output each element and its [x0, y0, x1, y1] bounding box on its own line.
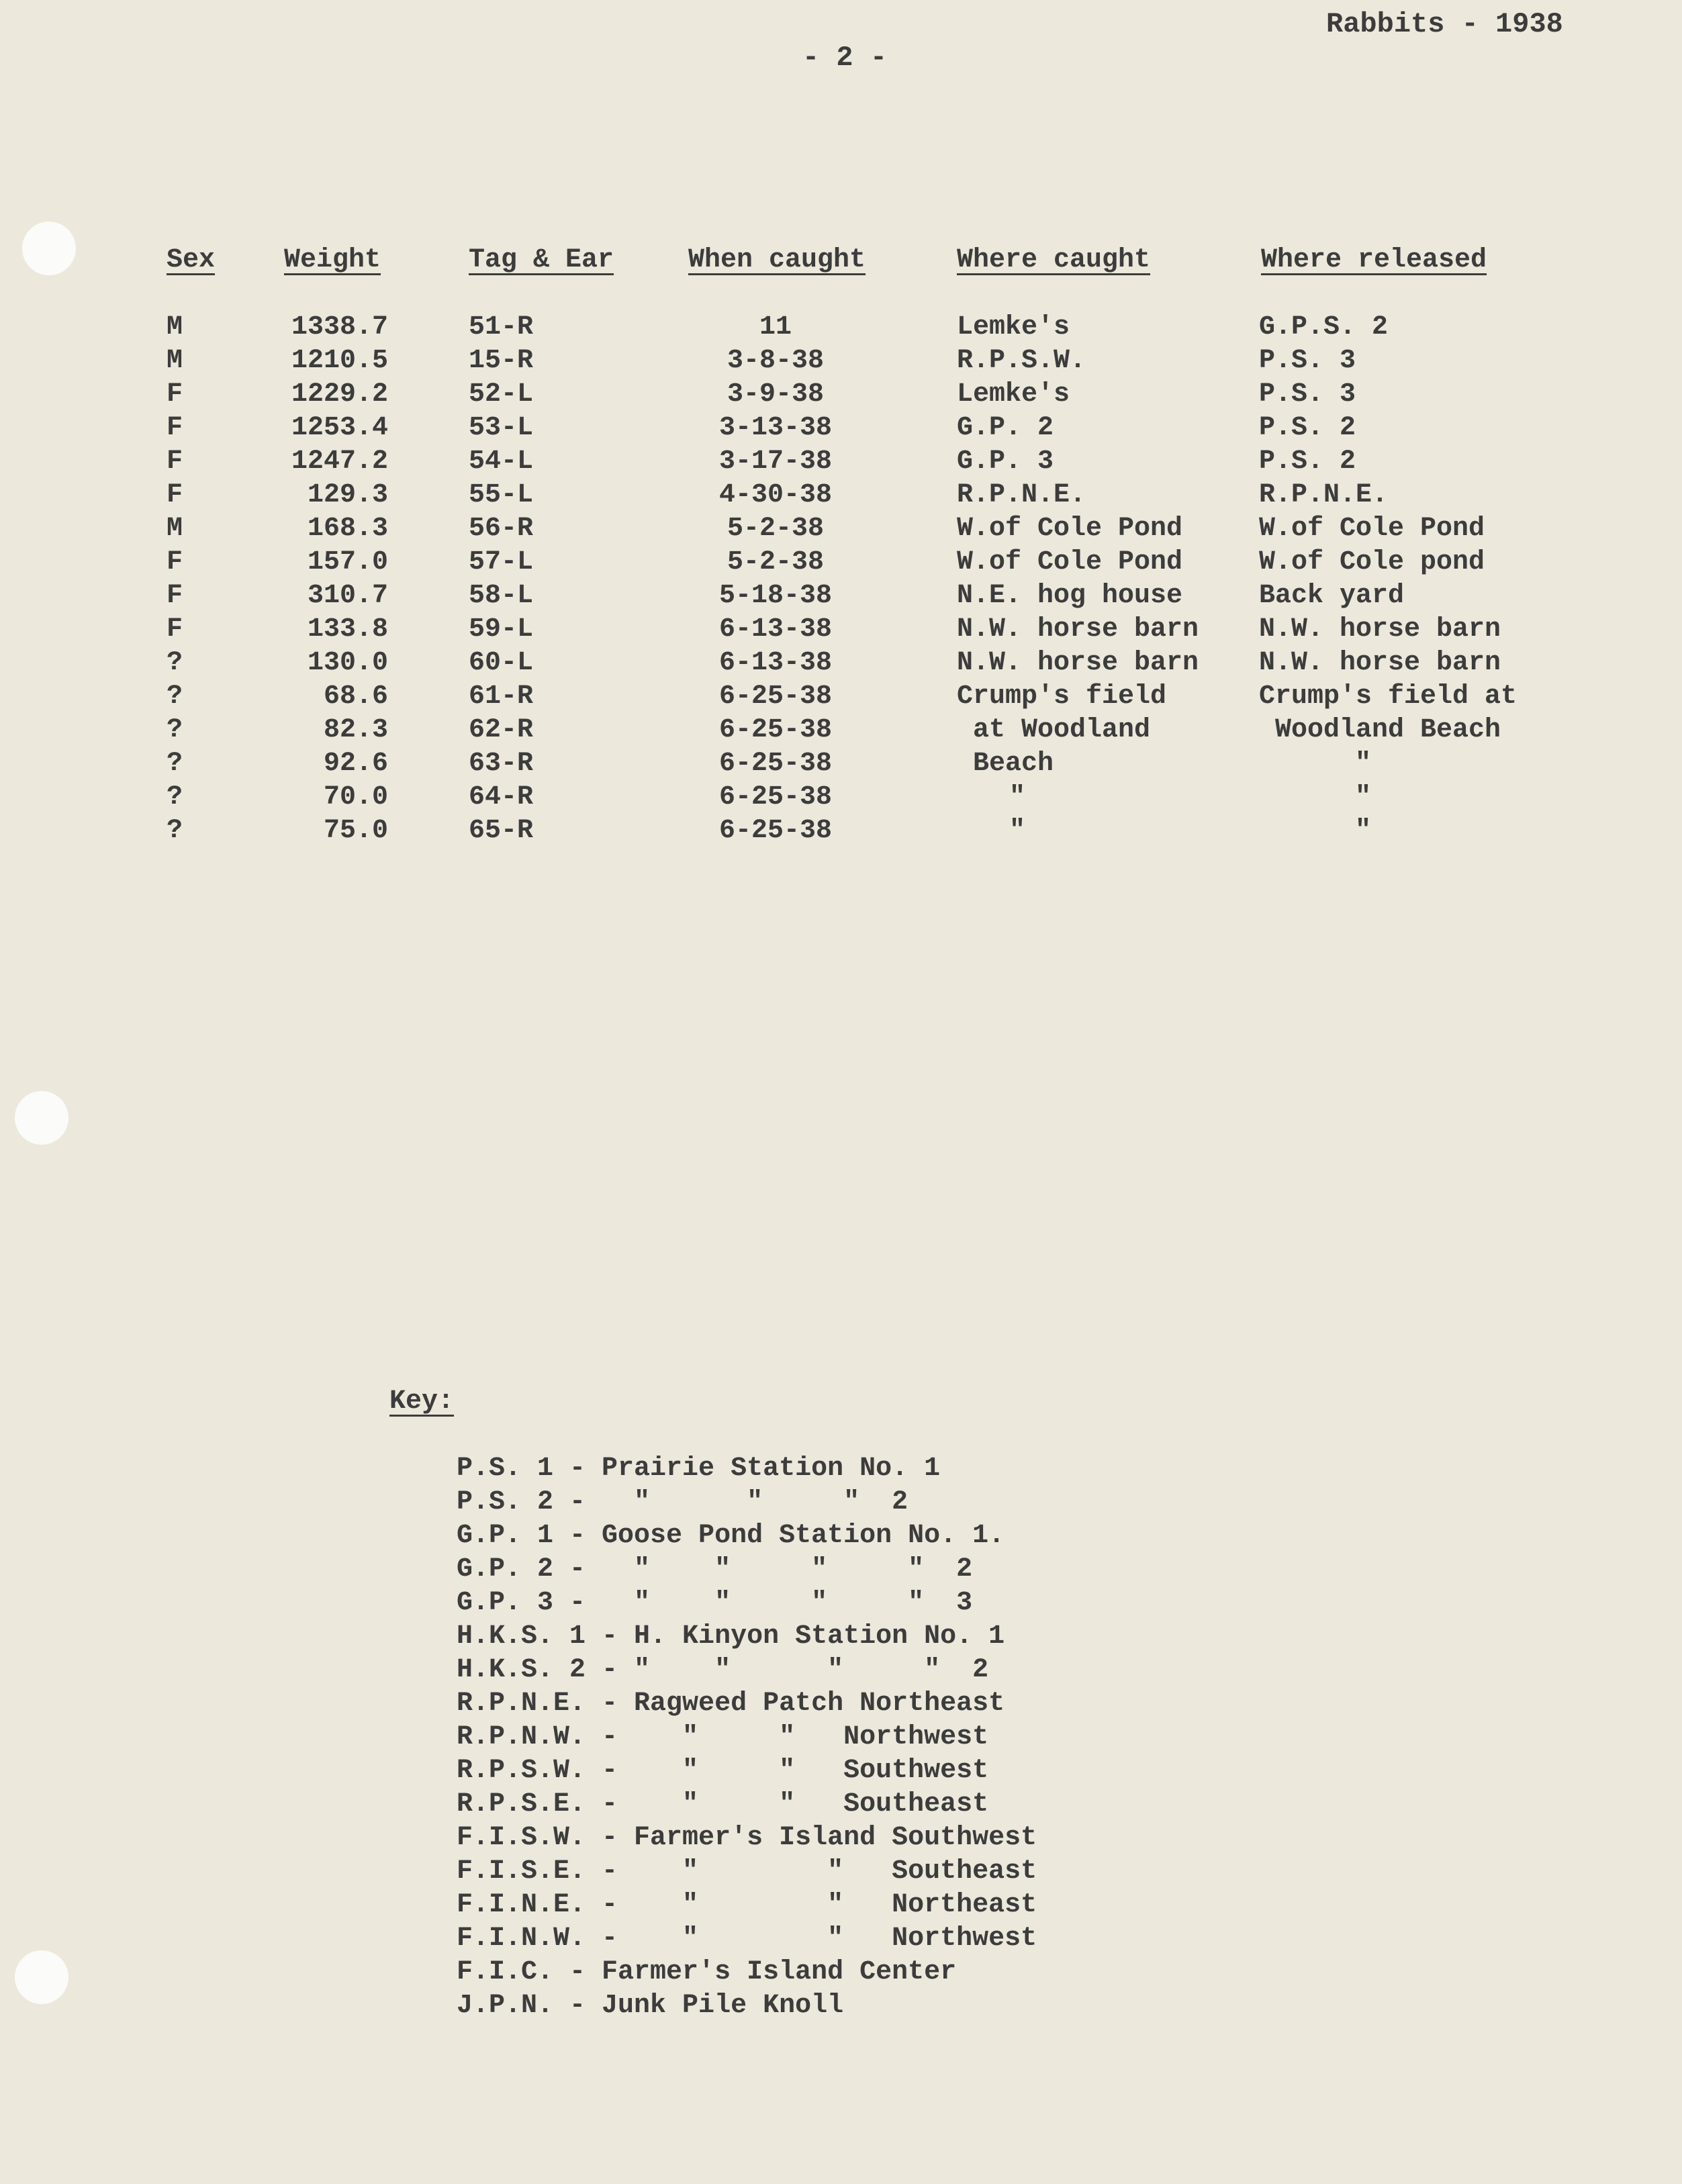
cell-sex: M — [167, 514, 183, 544]
cell-where-released: Back yard — [1259, 581, 1405, 611]
cell-weight: 75.0 — [323, 816, 388, 846]
table-row — [0, 749, 1682, 782]
cell-weight: 1338.7 — [291, 312, 388, 342]
key-entry: F.I.S.E. - " " Southeast — [457, 1856, 1037, 1887]
cell-sex: F — [167, 379, 183, 410]
cell-tag: 60-L — [469, 648, 534, 678]
cell-sex: M — [167, 346, 183, 376]
cell-sex: F — [167, 614, 183, 645]
cell-when-caught: 6-25-38 — [718, 782, 833, 812]
cell-where-released: W.of Cole Pond — [1259, 514, 1485, 544]
cell-when-caught: 6-25-38 — [718, 681, 833, 712]
cell-when-caught: 3-17-38 — [718, 446, 833, 477]
table-row — [0, 614, 1682, 648]
cell-where-caught: R.P.N.E. — [957, 480, 1086, 510]
table-row — [0, 379, 1682, 413]
key-entry: J.P.N. - Junk Pile Knoll — [457, 1991, 844, 2021]
cell-where-caught: W.of Cole Pond — [957, 547, 1183, 577]
cell-when-caught: 6-13-38 — [718, 648, 833, 678]
cell-weight: 92.6 — [323, 749, 388, 779]
table-row — [0, 480, 1682, 514]
cell-when-caught: 5-18-38 — [718, 581, 833, 611]
key-entry: R.P.S.W. - " " Southwest — [457, 1756, 989, 1786]
cell-tag: 64-R — [469, 782, 534, 812]
cell-tag: 63-R — [469, 749, 534, 779]
cell-tag: 56-R — [469, 514, 534, 544]
cell-tag: 65-R — [469, 816, 534, 846]
key-entry: G.P. 1 - Goose Pond Station No. 1. — [457, 1521, 1005, 1551]
table-row — [0, 581, 1682, 614]
cell-sex: F — [167, 547, 183, 577]
cell-where-caught: " — [1009, 782, 1025, 812]
cell-where-released: P.S. 3 — [1259, 346, 1356, 376]
column-header-sex: Sex — [167, 245, 216, 275]
cell-where-caught: Beach — [957, 749, 1054, 779]
table-row — [0, 547, 1682, 581]
key-entry: R.P.N.E. - Ragweed Patch Northeast — [457, 1689, 1005, 1719]
key-entry: H.K.S. 2 - " " " " 2 — [457, 1655, 989, 1685]
cell-sex: F — [167, 480, 183, 510]
column-header-when-caught: When caught — [688, 245, 866, 275]
cell-where-released: P.S. 3 — [1259, 379, 1356, 410]
cell-where-released: " — [1354, 816, 1371, 846]
cell-sex: ? — [167, 681, 183, 712]
page-number: - 2 - — [802, 42, 888, 74]
punch-hole-top — [22, 222, 76, 275]
cell-where-released: P.S. 2 — [1259, 413, 1356, 443]
cell-where-caught: N.W. horse barn — [957, 648, 1199, 678]
cell-where-caught: Crump's field — [957, 681, 1167, 712]
cell-where-caught: Lemke's — [957, 312, 1070, 342]
punch-hole-bottom — [15, 1950, 68, 2004]
cell-weight: 129.3 — [307, 480, 388, 510]
cell-tag: 55-L — [469, 480, 534, 510]
punch-hole-middle — [15, 1091, 68, 1145]
table-row — [0, 715, 1682, 749]
table-row — [0, 514, 1682, 547]
cell-weight: 133.8 — [307, 614, 388, 645]
cell-when-caught: 3-8-38 — [727, 346, 825, 376]
cell-when-caught: 4-30-38 — [718, 480, 833, 510]
cell-when-caught: 5-2-38 — [727, 514, 825, 544]
column-header-tag: Tag & Ear — [469, 245, 614, 275]
cell-tag: 15-R — [469, 346, 534, 376]
cell-weight: 1247.2 — [291, 446, 388, 477]
cell-where-released: " — [1354, 749, 1371, 779]
cell-tag: 61-R — [469, 681, 534, 712]
key-entry: P.S. 1 - Prairie Station No. 1 — [457, 1454, 941, 1484]
cell-where-released: N.W. horse barn — [1259, 614, 1501, 645]
key-entry: H.K.S. 1 - H. Kinyon Station No. 1 — [457, 1621, 1005, 1652]
table-row — [0, 312, 1682, 346]
key-entry: G.P. 3 - " " " " 3 — [457, 1588, 973, 1618]
key-title: Key: — [389, 1386, 455, 1417]
cell-tag: 57-L — [469, 547, 534, 577]
cell-weight: 68.6 — [323, 681, 388, 712]
cell-sex: ? — [167, 749, 183, 779]
cell-when-caught: 6-25-38 — [718, 749, 833, 779]
cell-sex: ? — [167, 648, 183, 678]
cell-where-released: " — [1354, 782, 1371, 812]
table-row — [0, 681, 1682, 715]
key-entry: G.P. 2 - " " " " 2 — [457, 1554, 973, 1584]
cell-sex: ? — [167, 816, 183, 846]
cell-weight: 310.7 — [307, 581, 388, 611]
cell-where-caught: " — [1009, 816, 1025, 846]
cell-weight: 82.3 — [323, 715, 388, 745]
column-header-where-caught: Where caught — [957, 245, 1151, 275]
column-header-weight: Weight — [284, 245, 381, 275]
key-entry: F.I.S.W. - Farmer's Island Southwest — [457, 1823, 1037, 1853]
running-title: Rabbits - 1938 — [1326, 8, 1563, 40]
cell-tag: 58-L — [469, 581, 534, 611]
cell-where-released: N.W. horse barn — [1259, 648, 1501, 678]
table-row — [0, 816, 1682, 849]
cell-tag: 51-R — [469, 312, 534, 342]
cell-where-caught: Lemke's — [957, 379, 1070, 410]
cell-weight: 157.0 — [307, 547, 388, 577]
cell-where-caught: N.W. horse barn — [957, 614, 1199, 645]
cell-where-released: P.S. 2 — [1259, 446, 1356, 477]
cell-weight: 1229.2 — [291, 379, 388, 410]
cell-when-caught: 3-9-38 — [727, 379, 825, 410]
cell-weight: 70.0 — [323, 782, 388, 812]
column-header-where-released: Where released — [1261, 245, 1487, 275]
cell-when-caught: 11 — [759, 312, 792, 342]
cell-when-caught: 6-25-38 — [718, 715, 833, 745]
cell-tag: 54-L — [469, 446, 534, 477]
table-row — [0, 648, 1682, 681]
cell-sex: F — [167, 581, 183, 611]
cell-weight: 168.3 — [307, 514, 388, 544]
key-entry: F.I.C. - Farmer's Island Center — [457, 1957, 957, 1987]
cell-tag: 53-L — [469, 413, 534, 443]
table-row — [0, 346, 1682, 379]
cell-tag: 59-L — [469, 614, 534, 645]
cell-when-caught: 5-2-38 — [727, 547, 825, 577]
cell-when-caught: 3-13-38 — [718, 413, 833, 443]
cell-when-caught: 6-13-38 — [718, 614, 833, 645]
key-entry: F.I.N.W. - " " Northwest — [457, 1924, 1037, 1954]
cell-where-caught: W.of Cole Pond — [957, 514, 1183, 544]
cell-sex: ? — [167, 715, 183, 745]
cell-tag: 62-R — [469, 715, 534, 745]
cell-where-released: W.of Cole pond — [1259, 547, 1485, 577]
cell-sex: F — [167, 446, 183, 477]
cell-where-released: G.P.S. 2 — [1259, 312, 1389, 342]
cell-sex: M — [167, 312, 183, 342]
cell-tag: 52-L — [469, 379, 534, 410]
cell-weight: 130.0 — [307, 648, 388, 678]
cell-where-caught: G.P. 3 — [957, 446, 1054, 477]
cell-where-released: R.P.N.E. — [1259, 480, 1389, 510]
cell-where-released: Woodland Beach — [1259, 715, 1501, 745]
cell-where-released: Crump's field at — [1259, 681, 1517, 712]
cell-when-caught: 6-25-38 — [718, 816, 833, 846]
cell-where-caught: at Woodland — [957, 715, 1151, 745]
table-row — [0, 782, 1682, 816]
cell-sex: F — [167, 413, 183, 443]
cell-where-caught: N.E. hog house — [957, 581, 1183, 611]
cell-weight: 1253.4 — [291, 413, 388, 443]
table-row — [0, 413, 1682, 446]
key-entry: P.S. 2 - " " " 2 — [457, 1487, 908, 1517]
cell-weight: 1210.5 — [291, 346, 388, 376]
key-entry: R.P.N.W. - " " Northwest — [457, 1722, 989, 1752]
table-row — [0, 446, 1682, 480]
cell-where-caught: G.P. 2 — [957, 413, 1054, 443]
cell-where-caught: R.P.S.W. — [957, 346, 1086, 376]
cell-sex: ? — [167, 782, 183, 812]
key-entry: R.P.S.E. - " " Southeast — [457, 1789, 989, 1819]
key-entry: F.I.N.E. - " " Northeast — [457, 1890, 1037, 1920]
